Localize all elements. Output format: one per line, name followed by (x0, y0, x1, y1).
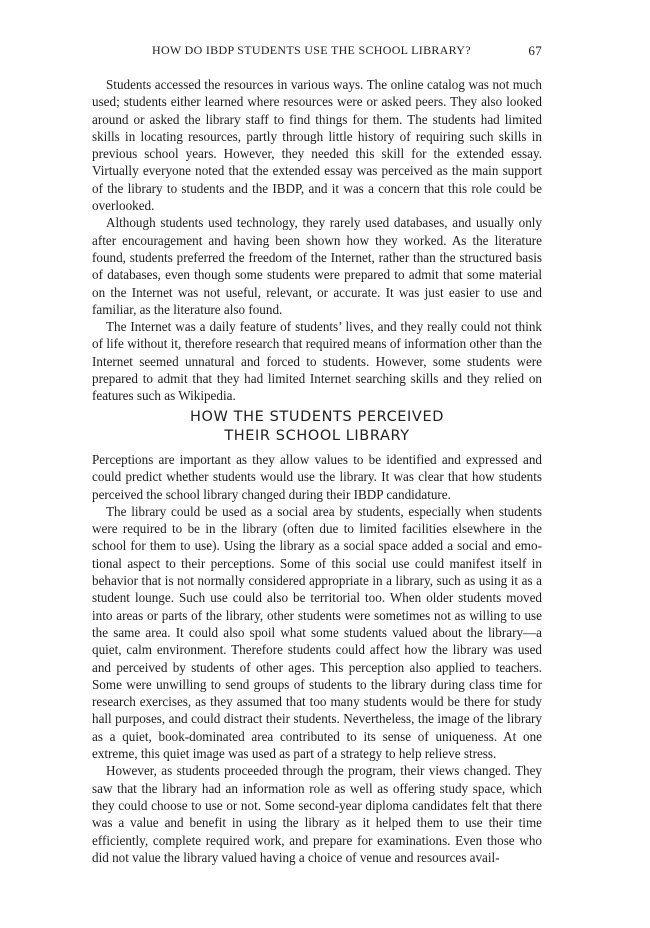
running-head-title: HOW DO IBDP STUDENTS USE THE SCHOOL LIBRARY? (152, 43, 471, 57)
page-number: 67 (528, 43, 542, 58)
section-heading-line: THEIR SCHOOL LIBRARY (224, 428, 410, 444)
paragraph: The library could be used as a social area by students, especially when students were required to be in the library (often due to limited facilities elsewhere in the school for them to use). Using the library as a social space added a social and emotional aspect to their perceptions. Some of this social use could manifest itself in behavior that is not normally considered appropriate in a library, such as using it as a student lounge. Such use could also be territorial too. When older students moved into areas or parts of the library, other students were sometimes not as willing to use the same area. It could also spoil what some students valued about the library—a quiet, calm environment. Therefore students could affect how the library was used and perceived by students of other ages. This perception also applied to teachers. Some were unwilling to send groups of students to the library during class time for research exercises, as they assumed that too many students would be there for study hall purposes, and could distract their students. Nevertheless, the image of the library as a quiet, book-dominated area contributed to its sense of uniqueness. At one extreme, this quiet image was used as part of a strategy to help relieve stress. (92, 503, 542, 762)
paragraph: Perceptions are important as they allow values to be identified and expressed and could predict whether students would use the library. It was clear that how students perceived the school library changed during their IBDP candidature. (92, 452, 542, 502)
paragraph: Students accessed the resources in various ways. The online catalog was not much used; students either learned where resources were or asked peers. They also looked around or asked the library staff to find things for them. The students had limited skills in locating resources, partly through little history of requiring such skills in previous school years. However, they needed this skill for the extended essay. Virtually everyone noted that the extended essay was perceived as the main support of the library to students and the IBDP, and it was a concern that this role could be overlooked. (92, 77, 542, 214)
section-heading (92, 408, 542, 446)
paragraph: The Internet was a daily feature of students’ lives, and they really could not think of life without it, therefore research that required means of information other than the Internet seemed unnatural and forced to students. However, some students were prepared to admit that they had limited Internet searching skills and they relied on features such as Wikipedia. (92, 319, 542, 404)
section-body-resources (92, 76, 542, 405)
section-heading-line: HOW THE STUDENTS PERCEIVED (190, 409, 444, 425)
paragraph: However, as students proceeded through the program, their views changed. They saw that the library had an information role as well as offering study space, which they could choose to use or not. Some second-year diploma candidates felt that there was a value and benefit in using the library as it helped them to use their time efficiently, complete required work, and prepare for examinations. Even those who did not value the library valued having a choice of venue and resources avail- (92, 763, 542, 865)
paragraph: Although students used technology, they rarely used databases, and usually only after encouragement and having been shown how they worked. As the literature found, students preferred the freedom of the Internet, rather than the structured basis of databases, even though some students were prepared to admit that some material on the Internet was not useful, relevant, or accurate. It was just easier to use and familiar, as the literature also found. (92, 215, 542, 317)
section-body-perceptions (92, 451, 542, 866)
